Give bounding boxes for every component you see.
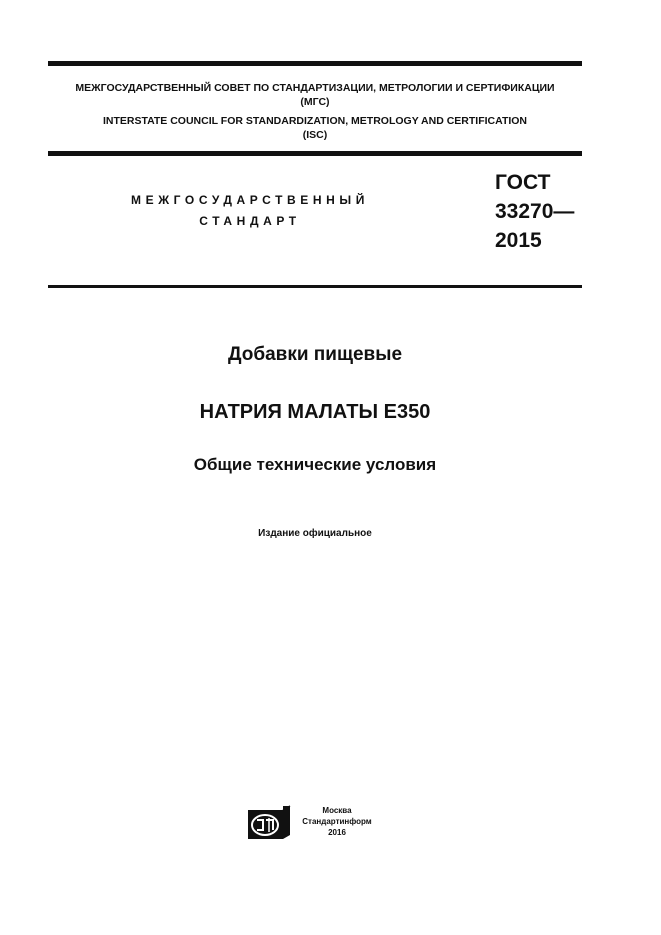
publisher-year: 2016 [328, 828, 346, 837]
standartinform-logo-icon [247, 804, 291, 840]
standard-type-line1: МЕЖГОСУДАРСТВЕННЫЙ [131, 193, 369, 207]
top-rule [48, 61, 582, 66]
council-ru-line1: МЕЖГОСУДАРСТВЕННЫЙ СОВЕТ ПО СТАНДАРТИЗАЦИИ, МЕТРОЛОГИИ И СЕРТИФИКАЦИИ [75, 82, 555, 94]
council-bottom-rule [48, 151, 582, 156]
edition-label: Издание официальное [258, 528, 372, 539]
header-bottom-rule [48, 285, 582, 288]
title-subtitle: Общие технические условия [193, 455, 437, 474]
gost-designation [495, 168, 574, 255]
council-ru-line2: (МГС) [300, 96, 330, 108]
council-header [48, 81, 582, 142]
standard-type-line2: СТАНДАРТ [199, 214, 301, 228]
council-en-line1: INTERSTATE COUNCIL FOR STANDARDIZATION, METROLOGY AND CERTIFICATION [102, 115, 528, 127]
title-name: НАТРИЯ МАЛАТЫ Е350 [199, 401, 431, 423]
publisher-city: Москва [322, 806, 352, 815]
standard-type [100, 190, 400, 232]
publisher-block [292, 805, 382, 838]
council-en-line2: (ISC) [302, 129, 328, 141]
gost-year: 2015 [495, 229, 542, 252]
gost-number: 33270— [495, 200, 575, 223]
title-category: Добавки пищевые [227, 344, 403, 365]
gost-prefix: ГОСТ [495, 171, 551, 194]
publisher-name: Стандартинформ [302, 817, 372, 826]
